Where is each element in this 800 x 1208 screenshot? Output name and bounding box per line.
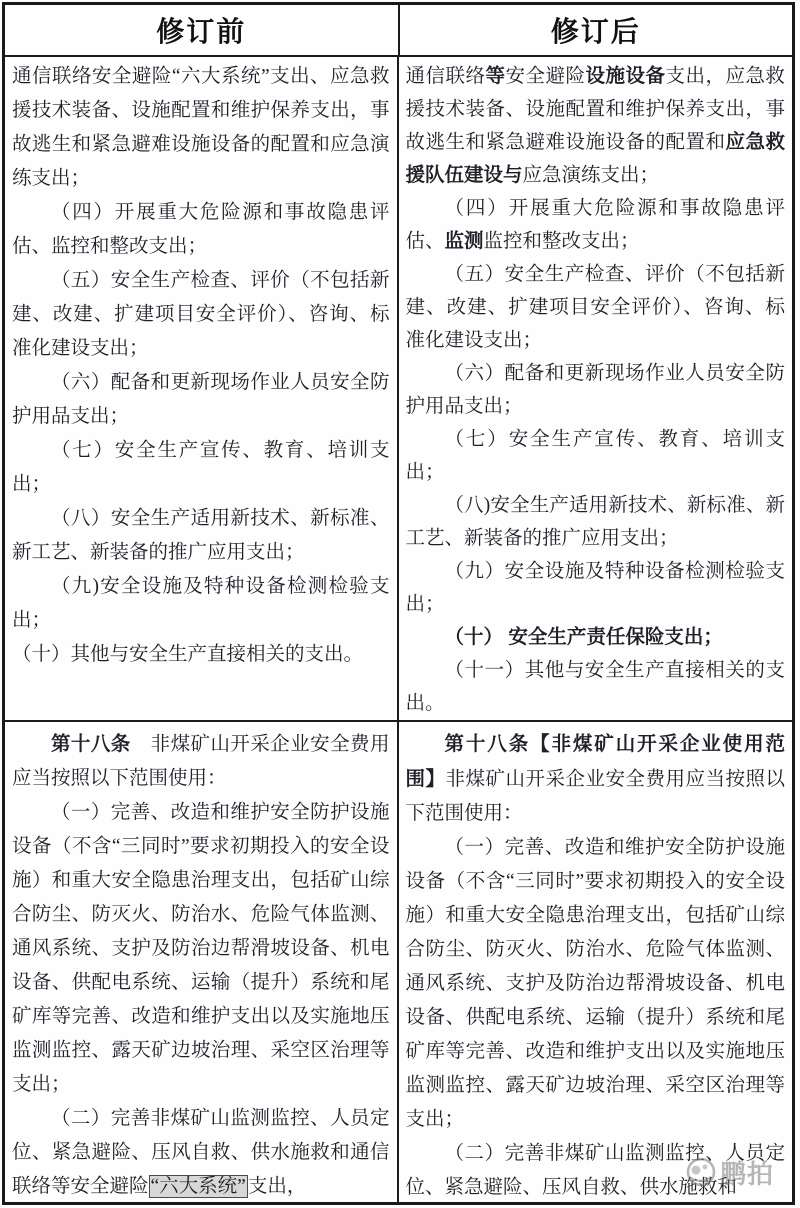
text-segment: 支出， xyxy=(247,1176,307,1197)
text-segment: （七）安全生产宣传、教育、培训支出； xyxy=(405,429,785,483)
paragraph xyxy=(12,196,390,264)
text-segment: （四）开展重大危险源和事故隐患评估、 xyxy=(405,198,785,252)
table-row-1 xyxy=(5,57,792,722)
text-segment: （八）安全生产适用新技术、新标准、新工艺、新装备的推广应用支出； xyxy=(12,508,390,563)
text-segment: （五）安全生产检查、评价（不包括新建、改建、扩建项目安全评价）、咨询、标准化建设支出； xyxy=(12,270,390,359)
text-segment: 安全避险 xyxy=(505,66,586,87)
text-segment: （四）开展重大危险源和事故隐患评估、监控和整改支出； xyxy=(12,202,390,257)
paragraph xyxy=(406,258,786,357)
text-segment: （五）安全生产检查、评价（不包括新建、改建、扩建项目安全评价）、咨询、标准化建设支出； xyxy=(405,264,785,351)
table-header-row xyxy=(5,5,792,57)
text-segment: 支出，应急救援技术装备、设施配置和维护保养支出，事故逃生和紧急避难设施设备的配置和 xyxy=(405,66,785,153)
bold-revision-text: 第十八条 xyxy=(51,733,131,755)
text-segment: 通信联络 xyxy=(405,66,486,87)
revision-comparison-table xyxy=(2,2,795,1205)
text-segment: 应急演练支出； xyxy=(522,165,660,186)
bold-revision-text: 第十八条【非煤矿山开采企业使用范围】 xyxy=(405,733,785,790)
paragraph xyxy=(406,654,786,720)
paragraph xyxy=(406,831,786,1137)
paragraph xyxy=(12,366,390,434)
cell-before-row2 xyxy=(5,722,399,1202)
paragraph xyxy=(12,502,390,570)
text-segment: 监控和整改支出； xyxy=(483,231,640,252)
text-segment: （二）完善非煤矿山监测监控、人员定位、紧急避险、压风自救、供水施救和 xyxy=(405,1143,785,1198)
bold-revision-text: （十） 安全生产责任保险支出； xyxy=(444,626,723,648)
cell-before-row1 xyxy=(5,57,399,720)
watermark-label: 鹏拍 xyxy=(720,1158,775,1189)
text-segment: （一）完善、改造和维护安全防护设施设备（不含“三同时”要求初期投入的安全设施）和重大安全隐患治理支出，包括矿山综合防尘、防灭火、防治水、危险气体监测、通风系统、支护及防治边帮滑坡设备、机电设备、供配电系统、运输（提升）系统和尾矿库等完善、改造和维护支出以及实施地压监测监控、露天矿边坡治理、采空区治理等支出； xyxy=(405,837,785,1130)
cell-after-row1 xyxy=(399,57,793,720)
paragraph xyxy=(12,570,390,638)
paragraph xyxy=(12,264,390,366)
paragraph xyxy=(406,489,786,555)
paragraph xyxy=(406,423,786,489)
header-label-after: 修订后 xyxy=(550,16,641,47)
text-segment: （二）完善非煤矿山监测监控、人员定位、紧急避险、压风自救、供水施救和通信联络等安全避险 xyxy=(12,1108,390,1197)
paragraph xyxy=(406,357,786,423)
header-cell-after xyxy=(400,5,793,55)
bold-revision-text: 应急救援队伍建设与 xyxy=(405,131,785,186)
highlight-box: “六大系统” xyxy=(150,1176,246,1197)
text-segment: （一）完善、改造和维护安全防护设施设备（不含“三同时”要求初期投入的安全设施）和重大安全隐患治理支出，包括矿山综合防尘、防灭火、防治水、危险气体监测、通风系统、支护及防治边帮滑坡设备、机电设备、供配电系统、运输（提升）系统和尾矿库等完善、改造和维护支出以及实施地压监测监控、露天矿边坡治理、采空区治理等支出； xyxy=(12,802,390,1095)
text-segment: 通信联络安全避险“六大系统”支出、应急救援技术装备、设施配置和维护保养支出，事故逃生和紧急避难设施设备的配置和应急演练支出； xyxy=(12,66,390,189)
paragraph xyxy=(406,555,786,621)
text-segment: 非煤矿山开采企业安全费用应当按照以下范围使用： xyxy=(12,734,390,789)
bold-revision-text: 设施设备 xyxy=(585,65,666,87)
text-segment: （八)安全生产适用新技术、新标准、新工艺、新装备的推广应用支出； xyxy=(405,495,785,549)
paragraph xyxy=(406,1137,786,1202)
bold-revision-text: 监测 xyxy=(444,230,484,252)
paragraph xyxy=(12,1102,390,1202)
header-cell-before xyxy=(5,5,400,55)
text-segment: （九）安全设施及特种设备检测检验支出； xyxy=(405,561,785,615)
text-segment: （九)安全设施及特种设备检测检验支出； xyxy=(12,576,390,631)
paragraph xyxy=(406,727,786,831)
paragraph xyxy=(12,796,390,1102)
text-segment: （六）配备和更新现场作业人员安全防护用品支出； xyxy=(405,363,785,417)
paragraph xyxy=(406,621,786,654)
table-row-2 xyxy=(5,722,792,1202)
header-label-before: 修订前 xyxy=(156,16,247,47)
text-segment: （六）配备和更新现场作业人员安全防护用品支出； xyxy=(12,372,390,427)
text-segment: （七）安全生产宣传、教育、培训支出； xyxy=(12,440,390,495)
paragraph xyxy=(12,727,390,796)
paragraph xyxy=(406,60,786,192)
paragraph xyxy=(12,434,390,502)
text-segment: 非煤矿山开采企业安全费用应当按照以下范围使用： xyxy=(405,769,785,824)
cell-after-row2 xyxy=(399,722,793,1202)
paragraph xyxy=(406,192,786,258)
paragraph xyxy=(12,60,390,196)
paragraph xyxy=(12,638,390,672)
text-segment: （十一）其他与安全生产直接相关的支出。 xyxy=(405,660,785,714)
text-segment: （十）其他与安全生产直接相关的支出。 xyxy=(12,644,364,665)
bold-revision-text: 等 xyxy=(485,65,506,87)
